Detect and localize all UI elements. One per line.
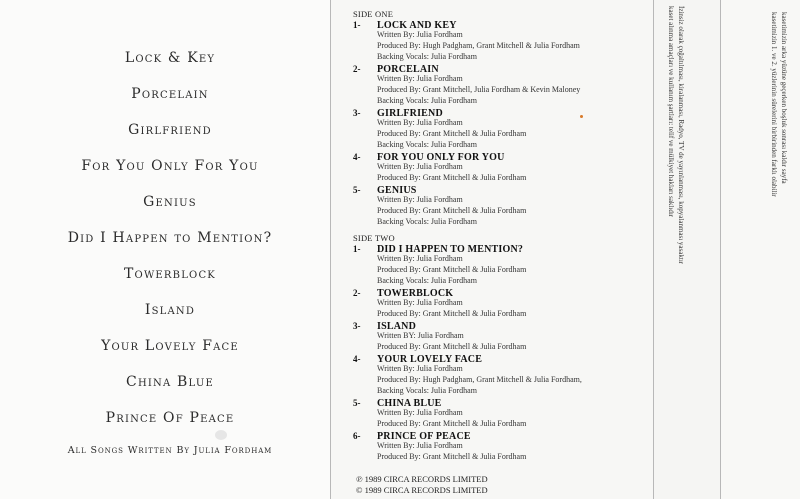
track-credit: Backing Vocals: Julia Fordham bbox=[377, 275, 477, 285]
cover-track: Lock & Key bbox=[124, 50, 216, 66]
track-credit: Produced By: Hugh Padgham, Grant Mitchell & Julia Fordham, bbox=[377, 374, 582, 384]
track-credit: Written By: Julia Fordham bbox=[377, 162, 463, 171]
track-title: PRINCE OF PEACE bbox=[377, 431, 471, 442]
track-title: TOWERBLOCK bbox=[377, 288, 454, 299]
track-number: 5- bbox=[353, 185, 361, 195]
track-title: GENIUS bbox=[377, 185, 417, 196]
track-number: 2- bbox=[353, 288, 361, 298]
track-number: 5- bbox=[353, 398, 361, 408]
cover-track: Did I Happen to Mention? bbox=[67, 230, 273, 246]
cover-track: China Blue bbox=[126, 374, 214, 390]
track-credit: Written By: Julia Fordham bbox=[377, 298, 463, 307]
cover-track-list bbox=[50, 40, 290, 436]
track-credit: Written BY: Julia Fordham bbox=[377, 331, 464, 340]
track-entry bbox=[353, 183, 653, 227]
cover-track: Towerblock bbox=[124, 266, 216, 282]
paper-smudge bbox=[215, 430, 227, 440]
cover-track: Girlfriend bbox=[128, 122, 212, 138]
track-credit: Written By: Julia Fordham bbox=[377, 74, 463, 83]
track-entry bbox=[353, 286, 653, 320]
legal-line: kaset alınma amaçları ve kullanım şartları: telif ve mülkiyet hakları saklıdır bbox=[667, 6, 675, 218]
track-title: FOR YOU ONLY FOR YOU bbox=[377, 152, 505, 163]
cover-track: For You Only For You bbox=[81, 158, 259, 174]
track-number: 3- bbox=[353, 108, 361, 118]
legal-line: kasetimizin arka yüzüne geçerken boşluk sonrası kaldır sayfa bbox=[780, 12, 788, 184]
track-credit: Written By: Julia Fordham bbox=[377, 408, 463, 417]
track-credit: Produced By: Grant Mitchell & Julia Fordham bbox=[377, 341, 527, 351]
track-credit: Backing Vocals: Julia Fordham bbox=[377, 95, 477, 105]
cover-track: Island bbox=[144, 302, 196, 318]
track-entry bbox=[353, 319, 653, 353]
track-number: 4- bbox=[353, 152, 361, 162]
track-entry bbox=[353, 106, 653, 150]
track-entry bbox=[353, 242, 653, 286]
track-number: 1- bbox=[353, 20, 361, 30]
track-title: PORCELAIN bbox=[377, 64, 439, 75]
side-two-label: SIDE TWO bbox=[353, 233, 395, 243]
spine-panel bbox=[654, 0, 720, 499]
track-credit: Backing Vocals: Julia Fordham bbox=[377, 385, 477, 395]
track-credit: Written By: Julia Fordham bbox=[377, 441, 463, 450]
track-title: ISLAND bbox=[377, 321, 416, 332]
track-credit: Written By: Julia Fordham bbox=[377, 118, 463, 127]
track-number: 1- bbox=[353, 244, 361, 254]
track-credit: Backing Vocals: Julia Fordham bbox=[377, 139, 477, 149]
track-number: 3- bbox=[353, 321, 361, 331]
track-entry bbox=[353, 18, 653, 62]
track-title: CHINA BLUE bbox=[377, 398, 442, 409]
track-title: GIRLFRIEND bbox=[377, 108, 443, 119]
phonogram-notice: ℗ 1989 CIRCA RECORDS LIMITED bbox=[356, 474, 488, 484]
track-credit: Produced By: Grant Mitchell & Julia Fordham bbox=[377, 451, 527, 461]
track-credit: Produced By: Hugh Padgham, Grant Mitchell & Julia Fordham bbox=[377, 40, 580, 50]
track-credit: Backing Vocals: Julia Fordham bbox=[377, 216, 477, 226]
track-credit: Produced By: Grant Mitchell & Julia Fordham bbox=[377, 308, 527, 318]
track-entry bbox=[353, 352, 653, 396]
track-credit: Produced By: Grant Mitchell & Julia Fordham bbox=[377, 128, 527, 138]
track-credit: Written By: Julia Fordham bbox=[377, 30, 463, 39]
back-flap-panel bbox=[721, 0, 800, 499]
side-one-label: SIDE ONE bbox=[353, 9, 394, 19]
track-title: DID I HAPPEN TO MENTION? bbox=[377, 244, 524, 255]
cover-panel bbox=[0, 0, 330, 499]
track-entry bbox=[353, 150, 653, 184]
track-credit: Written By: Julia Fordham bbox=[377, 195, 463, 204]
cover-track: Prince Of Peace bbox=[105, 410, 235, 426]
track-number: 4- bbox=[353, 354, 361, 364]
track-credit: Produced By: Grant Mitchell & Julia Fordham bbox=[377, 205, 527, 215]
copyright-notice: © 1989 CIRCA RECORDS LIMITED bbox=[356, 485, 488, 495]
track-entry bbox=[353, 62, 653, 106]
track-entry bbox=[353, 396, 653, 430]
track-entry bbox=[353, 429, 653, 463]
legal-line: İzinsiz olarak çoğaltılması, kiralanması, Radyo, TV de yayınlanması, kopyalanması yasaktır bbox=[677, 6, 685, 265]
track-credit: Produced By: Grant Mitchell & Julia Fordham bbox=[377, 264, 527, 274]
cover-track: Porcelain bbox=[131, 86, 209, 102]
cover-credit: All Songs Written By Julia Fordham bbox=[67, 445, 273, 456]
track-credit: Produced By: Grant Mitchell & Julia Fordham bbox=[377, 418, 527, 428]
track-credit: Produced By: Grant Mitchell, Julia Fordham & Kevin Maloney bbox=[377, 84, 581, 94]
track-credit: Written By: Julia Fordham bbox=[377, 254, 463, 263]
track-credit: Written By: Julia Fordham bbox=[377, 364, 463, 373]
track-credit: Produced By: Grant Mitchell & Julia Fordham bbox=[377, 172, 527, 182]
track-title: YOUR LOVELY FACE bbox=[377, 354, 483, 365]
track-credit: Backing Vocals: Julia Fordham bbox=[377, 51, 477, 61]
track-title: LOCK AND KEY bbox=[377, 20, 457, 31]
legal-line: kasetimizin 1. ve 2. yüzlerinin sürelerini birbirinden farklı olabilir bbox=[770, 12, 778, 197]
track-number: 6- bbox=[353, 431, 361, 441]
cover-track: Your Lovely Face bbox=[101, 338, 239, 354]
track-number: 2- bbox=[353, 64, 361, 74]
cover-track: Genius bbox=[143, 194, 197, 210]
